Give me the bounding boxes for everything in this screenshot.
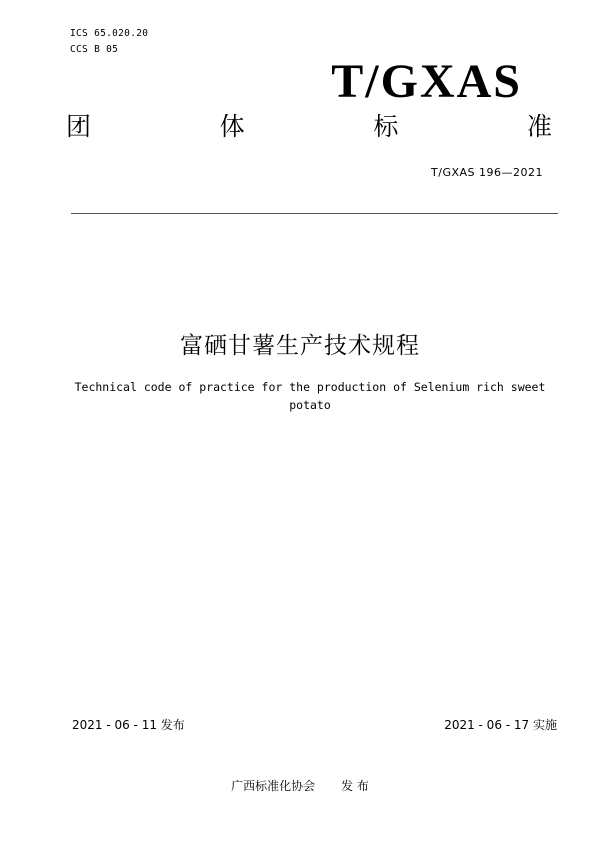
title-chinese: 富硒甘薯生产技术规程 xyxy=(180,333,420,359)
standard-logo: T/GXAS xyxy=(331,55,522,108)
standard-code: T/GXAS 196—2021 xyxy=(431,166,543,179)
standard-type-char: 团 xyxy=(66,112,92,141)
issue-date: 2021 - 06 - 11 发布 xyxy=(72,718,185,732)
standard-type-char: 准 xyxy=(526,112,552,141)
header-divider xyxy=(71,213,558,214)
implementation-date: 2021 - 06 - 17 实施 xyxy=(444,718,557,732)
issuer-line xyxy=(0,777,600,794)
issuer-name: 广西标准化协会 xyxy=(231,779,316,793)
issuer-action: 发 布 xyxy=(341,779,369,793)
ccs-code: CCS B 05 xyxy=(70,44,119,55)
standard-type-char: 体 xyxy=(219,112,245,141)
standard-type-heading xyxy=(66,114,552,139)
standard-type-char: 标 xyxy=(373,112,399,141)
title-english: Technical code of practice for the production of Selenium rich sweet potato xyxy=(74,380,546,412)
ics-code: ICS 65.020.20 xyxy=(70,28,149,39)
